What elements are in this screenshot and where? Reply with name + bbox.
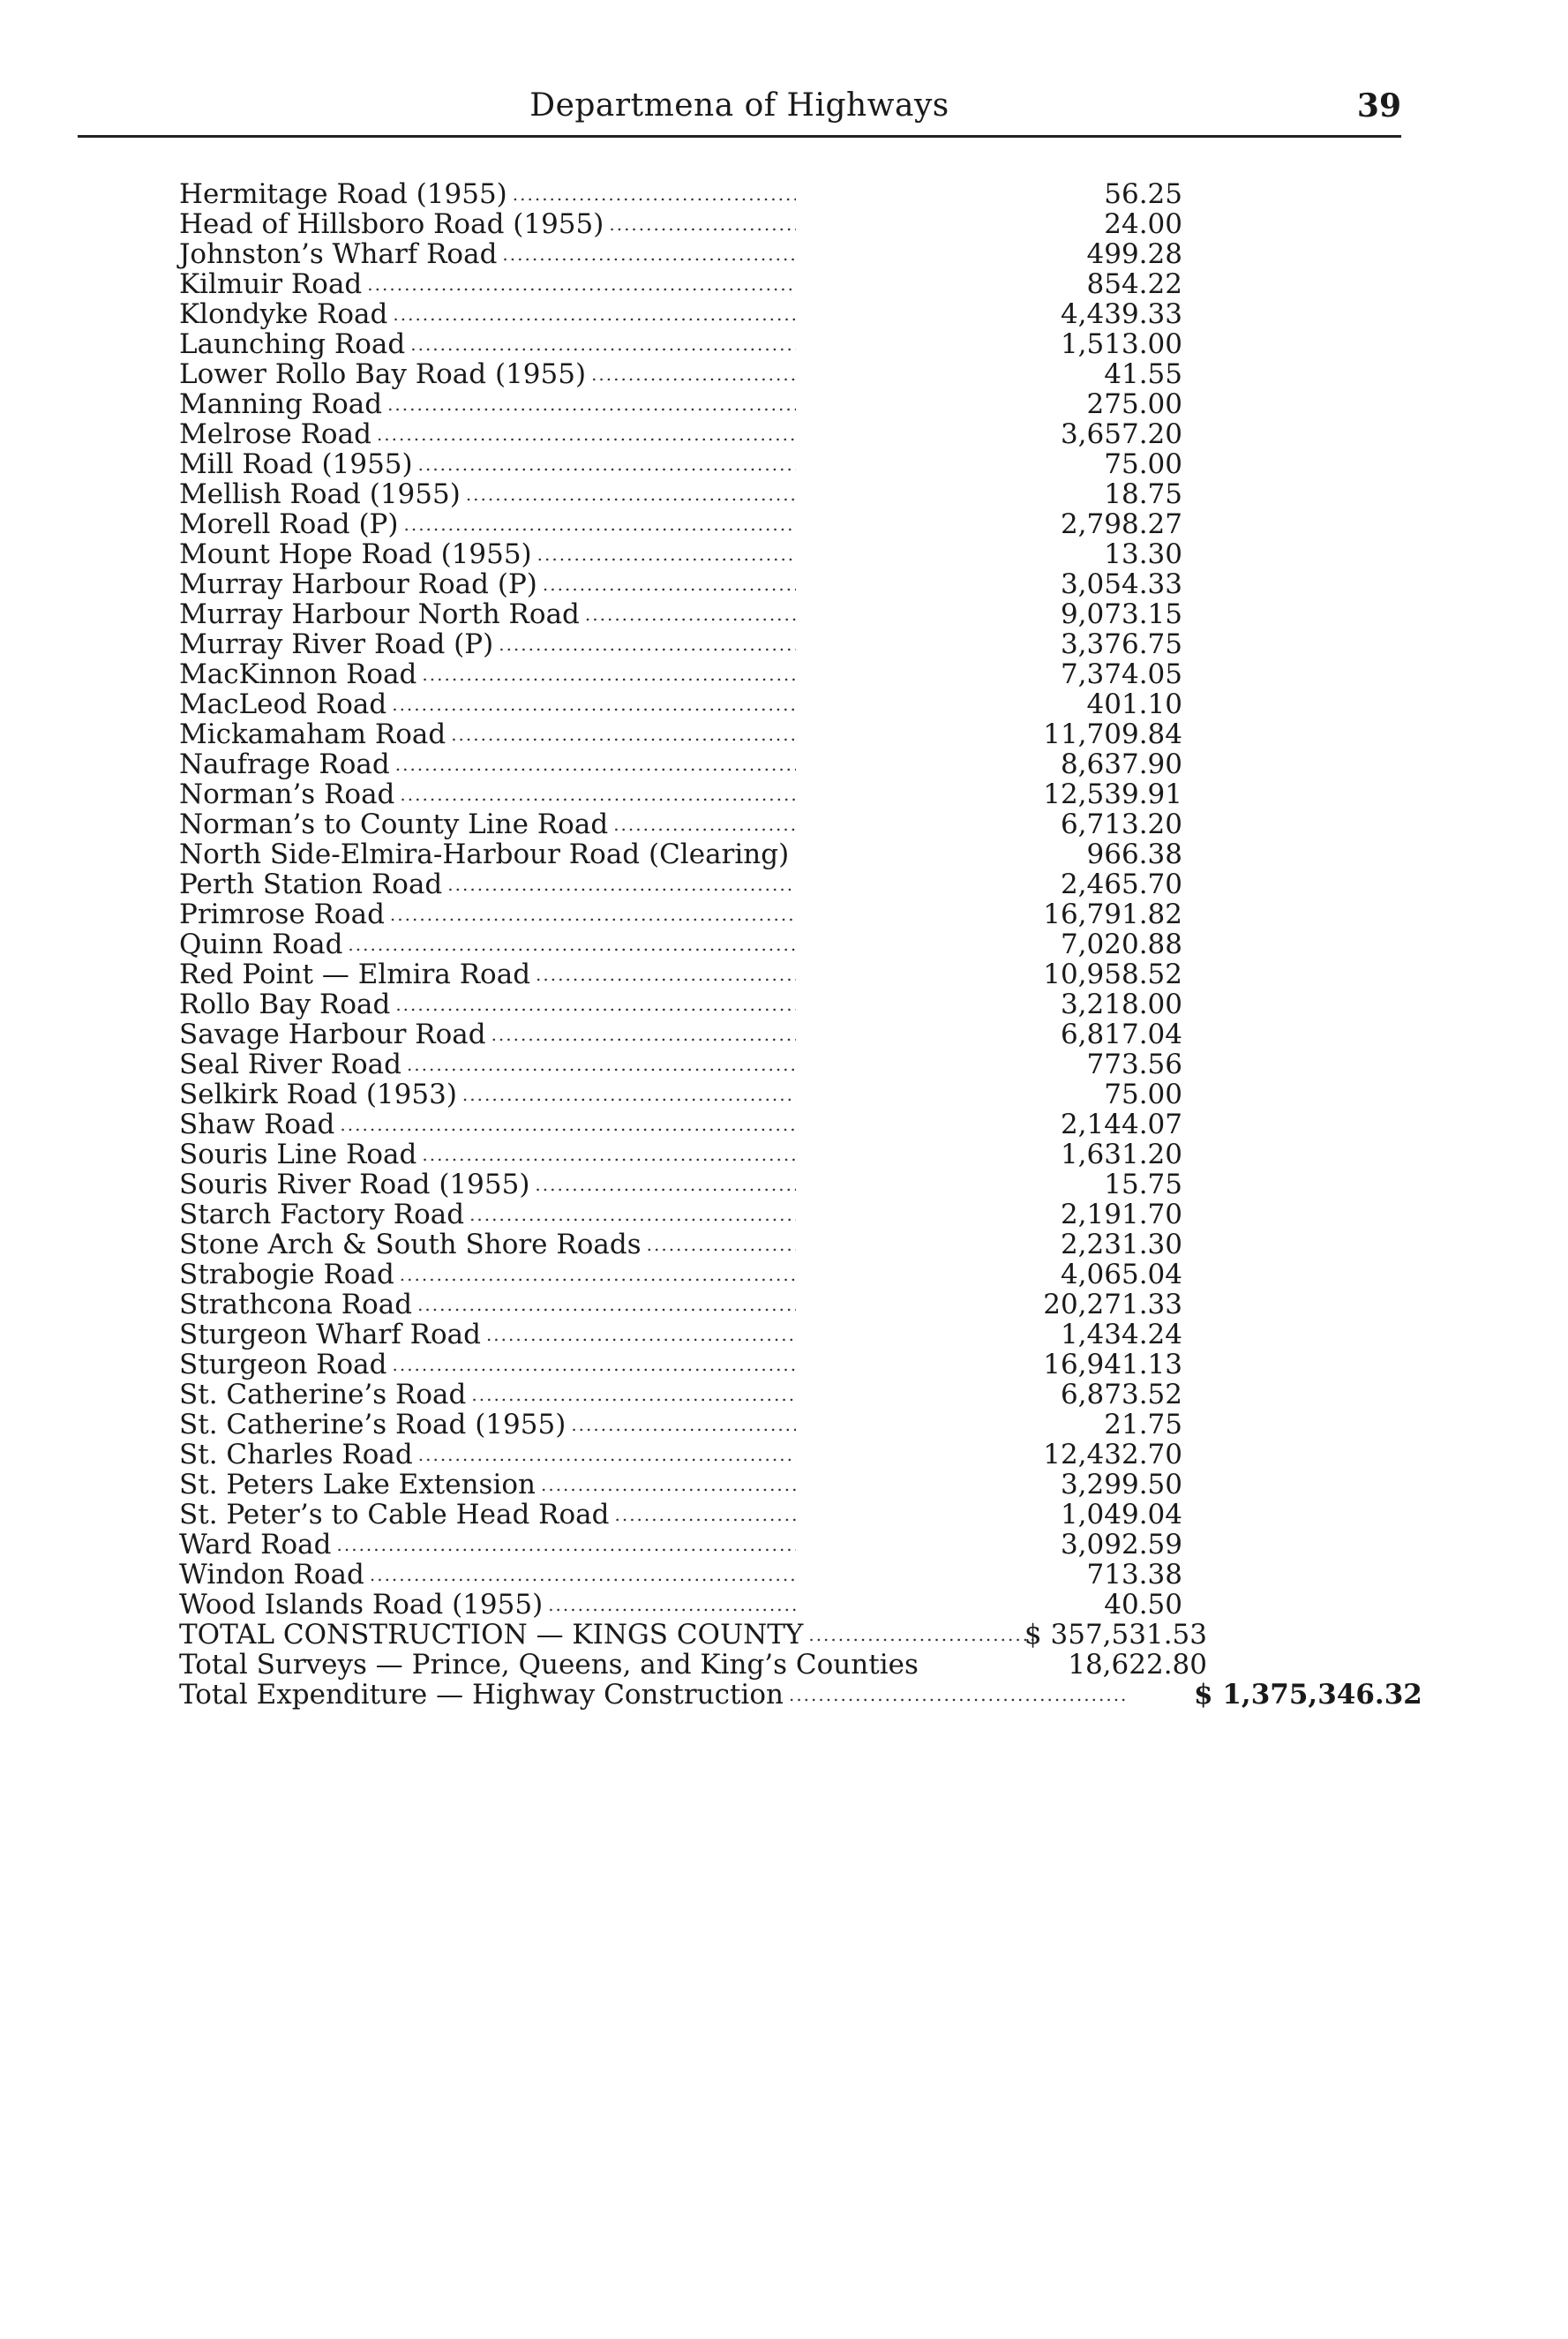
- road-amount: 1,434.24: [1060, 1319, 1182, 1350]
- table-row: [179, 719, 1414, 749]
- leader-dots: [387, 389, 796, 419]
- leader-dots: [337, 1530, 797, 1560]
- road-amount: 6,713.20: [1060, 808, 1182, 840]
- leader-dots: [422, 659, 796, 689]
- table-row: [179, 599, 1414, 629]
- table-row: [179, 1590, 1414, 1620]
- leader-dots: [471, 1380, 796, 1410]
- leader-dots: [403, 509, 796, 539]
- road-amount: 8,637.90: [1060, 748, 1182, 780]
- road-name: Seal River Road: [179, 1049, 401, 1080]
- expenditure-ledger: [179, 178, 1422, 1711]
- road-name: Savage Harbour Road: [179, 1019, 486, 1050]
- road-amount: 3,657.20: [1060, 418, 1182, 450]
- leader-dots: [422, 1139, 796, 1170]
- road-name: Strabogie Road: [179, 1259, 394, 1290]
- leader-dots: [502, 239, 796, 269]
- leader-dots: [469, 1200, 796, 1230]
- table-row: [179, 179, 1414, 209]
- road-amount: 713.38: [1086, 1559, 1182, 1591]
- table-row: [179, 1139, 1414, 1170]
- road-name: Kilmuir Road: [179, 268, 363, 300]
- table-row: [179, 959, 1414, 989]
- road-amount: 3,299.50: [1060, 1469, 1182, 1500]
- road-amount: 56.25: [1104, 178, 1182, 210]
- leader-dots: [537, 539, 796, 569]
- road-name: Red Point — Elmira Road: [179, 959, 531, 990]
- road-amount: 21.75: [1104, 1409, 1182, 1440]
- table-row: [179, 1049, 1414, 1079]
- road-amount: 16,791.82: [1043, 899, 1182, 930]
- surveys-total-amount: 18,622.80: [1068, 1649, 1207, 1681]
- table-row: [179, 629, 1414, 659]
- table-row: [179, 1560, 1414, 1590]
- table-row: [179, 1079, 1414, 1109]
- leader-dots: [377, 419, 796, 449]
- road-name: Launching Road: [179, 328, 406, 360]
- road-name: Morell Road (P): [179, 508, 399, 540]
- table-row: [179, 419, 1414, 449]
- road-name: Perth Station Road: [179, 869, 443, 900]
- road-amount: 499.28: [1086, 238, 1182, 270]
- road-name: Norman’s Road: [179, 778, 395, 810]
- table-row: [179, 839, 1414, 869]
- leader-dots: [466, 479, 796, 509]
- road-name: St. Catherine’s Road: [179, 1379, 467, 1410]
- road-amount: 2,231.30: [1060, 1229, 1182, 1260]
- road-amount: 12,432.70: [1043, 1439, 1182, 1470]
- leader-dots: [491, 1019, 796, 1049]
- leader-dots: [393, 299, 796, 329]
- table-row: [179, 299, 1414, 329]
- leader-dots: [418, 1440, 796, 1470]
- kings-county-total-label: TOTAL CONSTRUCTION — KINGS COUNTY: [179, 1619, 804, 1651]
- leader-dots: [418, 449, 796, 479]
- road-name: Primrose Road: [179, 899, 385, 930]
- leader-dots: [541, 1470, 796, 1500]
- leader-dots: [400, 779, 796, 809]
- table-row: [179, 1320, 1414, 1350]
- table-row: [179, 1410, 1414, 1440]
- road-name: North Side-Elmira-Harbour Road (Clearing): [179, 839, 790, 870]
- leader-dots: [571, 1410, 796, 1440]
- road-name: Starch Factory Road: [179, 1199, 465, 1230]
- table-row: [179, 479, 1414, 509]
- road-amount: 3,054.33: [1060, 568, 1182, 600]
- table-row: [179, 659, 1414, 689]
- expenditure-total-label: Total Expenditure — Highway Construction: [179, 1679, 784, 1711]
- surveys-total-label: Total Surveys — Prince, Queens, and King’s Counties: [179, 1649, 919, 1681]
- table-row: [179, 749, 1414, 779]
- kings-county-total-amount: $ 357,531.53: [1024, 1619, 1207, 1651]
- leader-dots: [486, 1320, 796, 1350]
- table-row: [179, 1500, 1414, 1530]
- table-row: [179, 239, 1414, 269]
- page-title: Departmena of Highways: [529, 87, 949, 124]
- road-amount: 4,065.04: [1060, 1259, 1182, 1290]
- table-row: [179, 1019, 1414, 1049]
- leader-dots: [392, 1350, 796, 1380]
- leader-dots: [591, 359, 796, 389]
- road-amount: 11,709.84: [1043, 718, 1182, 750]
- road-name: St. Charles Road: [179, 1439, 413, 1470]
- road-amount: 13.30: [1104, 538, 1182, 570]
- leader-dots: [513, 179, 796, 209]
- table-row: [179, 1470, 1414, 1500]
- page-number: 39: [1356, 87, 1401, 124]
- road-amount: 773.56: [1086, 1049, 1182, 1080]
- road-name: Manning Road: [179, 388, 383, 420]
- road-amount: 3,092.59: [1060, 1529, 1182, 1561]
- road-name: Mill Road (1955): [179, 448, 413, 480]
- kings-county-total: [179, 1620, 1414, 1650]
- leader-dots: [348, 929, 796, 959]
- road-amount: 2,465.70: [1060, 869, 1182, 900]
- table-row: [179, 389, 1414, 419]
- table-row: [179, 1200, 1414, 1230]
- road-amount: 15.75: [1104, 1169, 1182, 1200]
- expenditure-total-amount: $ 1,375,346.32: [1194, 1679, 1422, 1711]
- table-row: [179, 269, 1414, 299]
- road-amount: 1,513.00: [1060, 328, 1182, 360]
- road-name: Klondyke Road: [179, 298, 388, 330]
- leader-dots: [410, 329, 796, 359]
- road-amount: 9,073.15: [1060, 598, 1182, 630]
- leader-dots: [647, 1230, 796, 1260]
- expenditure-total: [179, 1679, 1422, 1711]
- road-name: Sturgeon Road: [179, 1349, 387, 1380]
- table-row: [179, 1530, 1414, 1560]
- road-name: Rollo Bay Road: [179, 989, 391, 1020]
- road-name: Mickamaham Road: [179, 718, 446, 750]
- leader-dots: [392, 689, 796, 719]
- road-amount: 854.22: [1086, 268, 1182, 300]
- road-name: Selkirk Road (1953): [179, 1079, 457, 1110]
- table-row: [179, 1230, 1414, 1260]
- road-amount: 2,798.27: [1060, 508, 1182, 540]
- road-name: Quinn Road: [179, 929, 343, 960]
- road-name: MacLeod Road: [179, 688, 387, 720]
- table-row: [179, 209, 1414, 239]
- road-amount: 966.38: [1086, 839, 1182, 870]
- road-name: Lower Rollo Bay Road (1955): [179, 358, 587, 390]
- table-row: [179, 509, 1414, 539]
- table-row: [179, 329, 1414, 359]
- road-amount: 4,439.33: [1060, 298, 1182, 330]
- road-amount: 20,271.33: [1043, 1289, 1182, 1320]
- table-row: [179, 869, 1414, 899]
- leader-dots: [400, 1260, 796, 1290]
- road-name: Ward Road: [179, 1529, 332, 1561]
- leader-dots: [585, 599, 796, 629]
- table-row: [179, 899, 1414, 929]
- leader-dots: [499, 629, 796, 659]
- table-row: [179, 1260, 1414, 1290]
- road-name: Murray River Road (P): [179, 628, 494, 660]
- road-amount: 12,539.91: [1043, 778, 1182, 810]
- road-amount: 18.75: [1104, 478, 1182, 510]
- road-name: Norman’s to County Line Road: [179, 808, 609, 840]
- table-row: [179, 929, 1414, 959]
- road-amount: 41.55: [1104, 358, 1182, 390]
- road-name: Hermitage Road (1955): [179, 178, 507, 210]
- road-name: Johnston’s Wharf Road: [179, 238, 498, 270]
- table-row: [179, 689, 1414, 719]
- road-amount: 401.10: [1086, 688, 1182, 720]
- leader-dots: [395, 989, 796, 1019]
- road-amount: 75.00: [1104, 448, 1182, 480]
- leader-dots: [451, 719, 796, 749]
- leader-dots: [462, 1079, 796, 1109]
- road-name: Strathcona Road: [179, 1289, 413, 1320]
- surveys-total: [179, 1650, 1414, 1680]
- road-name: Wood Islands Road (1955): [179, 1589, 544, 1621]
- road-name: St. Peters Lake Extension: [179, 1469, 536, 1500]
- road-name: Souris River Road (1955): [179, 1169, 530, 1200]
- road-name: Murray Harbour North Road: [179, 598, 580, 630]
- leader-dots: [340, 1109, 796, 1139]
- road-amount: 24.00: [1104, 208, 1182, 240]
- road-name: Souris Line Road: [179, 1139, 417, 1170]
- road-name: Head of Hillsboro Road (1955): [179, 208, 604, 240]
- leader-dots: [789, 1680, 1127, 1710]
- road-name: St. Peter’s to Cable Head Road: [179, 1499, 610, 1531]
- road-name: Mellish Road (1955): [179, 478, 461, 510]
- leader-dots: [367, 269, 796, 299]
- table-row: [179, 449, 1414, 479]
- road-name: Mount Hope Road (1955): [179, 538, 532, 570]
- leader-dots: [613, 809, 796, 839]
- road-amount: 7,374.05: [1060, 658, 1182, 690]
- leader-dots: [543, 569, 796, 599]
- road-amount: 6,817.04: [1060, 1019, 1182, 1050]
- road-amount: 3,218.00: [1060, 989, 1182, 1020]
- leader-dots: [407, 1049, 796, 1079]
- road-name: Melrose Road: [179, 418, 371, 450]
- road-amount: 2,144.07: [1060, 1109, 1182, 1140]
- road-name: Shaw Road: [179, 1109, 335, 1140]
- road-name: Windon Road: [179, 1559, 364, 1591]
- leader-dots: [447, 869, 796, 899]
- road-name: Sturgeon Wharf Road: [179, 1319, 481, 1350]
- road-amount: 75.00: [1104, 1079, 1182, 1110]
- table-row: [179, 569, 1414, 599]
- road-amount: 3,376.75: [1060, 628, 1182, 660]
- road-amount: 1,631.20: [1060, 1139, 1182, 1170]
- road-amount: 40.50: [1104, 1589, 1182, 1621]
- leader-dots: [614, 1500, 796, 1530]
- road-amount: 7,020.88: [1060, 929, 1182, 960]
- page-header: [78, 84, 1401, 139]
- table-row: [179, 1380, 1414, 1410]
- road-name: MacKinnon Road: [179, 658, 417, 690]
- table-row: [179, 989, 1414, 1019]
- road-amount: 6,873.52: [1060, 1379, 1182, 1410]
- leader-dots: [370, 1560, 796, 1590]
- road-amount: 10,958.52: [1043, 959, 1182, 990]
- leader-dots: [417, 1290, 796, 1320]
- table-row: [179, 539, 1414, 569]
- road-amount: 2,191.70: [1060, 1199, 1182, 1230]
- road-amount: 1,049.04: [1060, 1499, 1182, 1531]
- road-amount: 16,941.13: [1043, 1349, 1182, 1380]
- road-name: Murray Harbour Road (P): [179, 568, 537, 600]
- table-row: [179, 1350, 1414, 1380]
- leader-dots: [609, 209, 796, 239]
- table-row: [179, 1170, 1414, 1200]
- table-row: [179, 809, 1414, 839]
- road-amount: 275.00: [1086, 388, 1182, 420]
- leader-dots: [395, 749, 796, 779]
- leader-dots: [390, 899, 796, 929]
- table-row: [179, 1290, 1414, 1320]
- table-row: [179, 1440, 1414, 1470]
- table-row: [179, 1109, 1414, 1139]
- road-name: Naufrage Road: [179, 748, 390, 780]
- road-name: St. Catherine’s Road (1955): [179, 1409, 566, 1440]
- leader-dots: [536, 959, 796, 989]
- leader-dots: [548, 1590, 796, 1620]
- table-row: [179, 359, 1414, 389]
- header-rule: [78, 135, 1401, 138]
- road-name: Stone Arch & South Shore Roads: [179, 1229, 641, 1260]
- table-row: [179, 779, 1414, 809]
- leader-dots: [535, 1170, 796, 1200]
